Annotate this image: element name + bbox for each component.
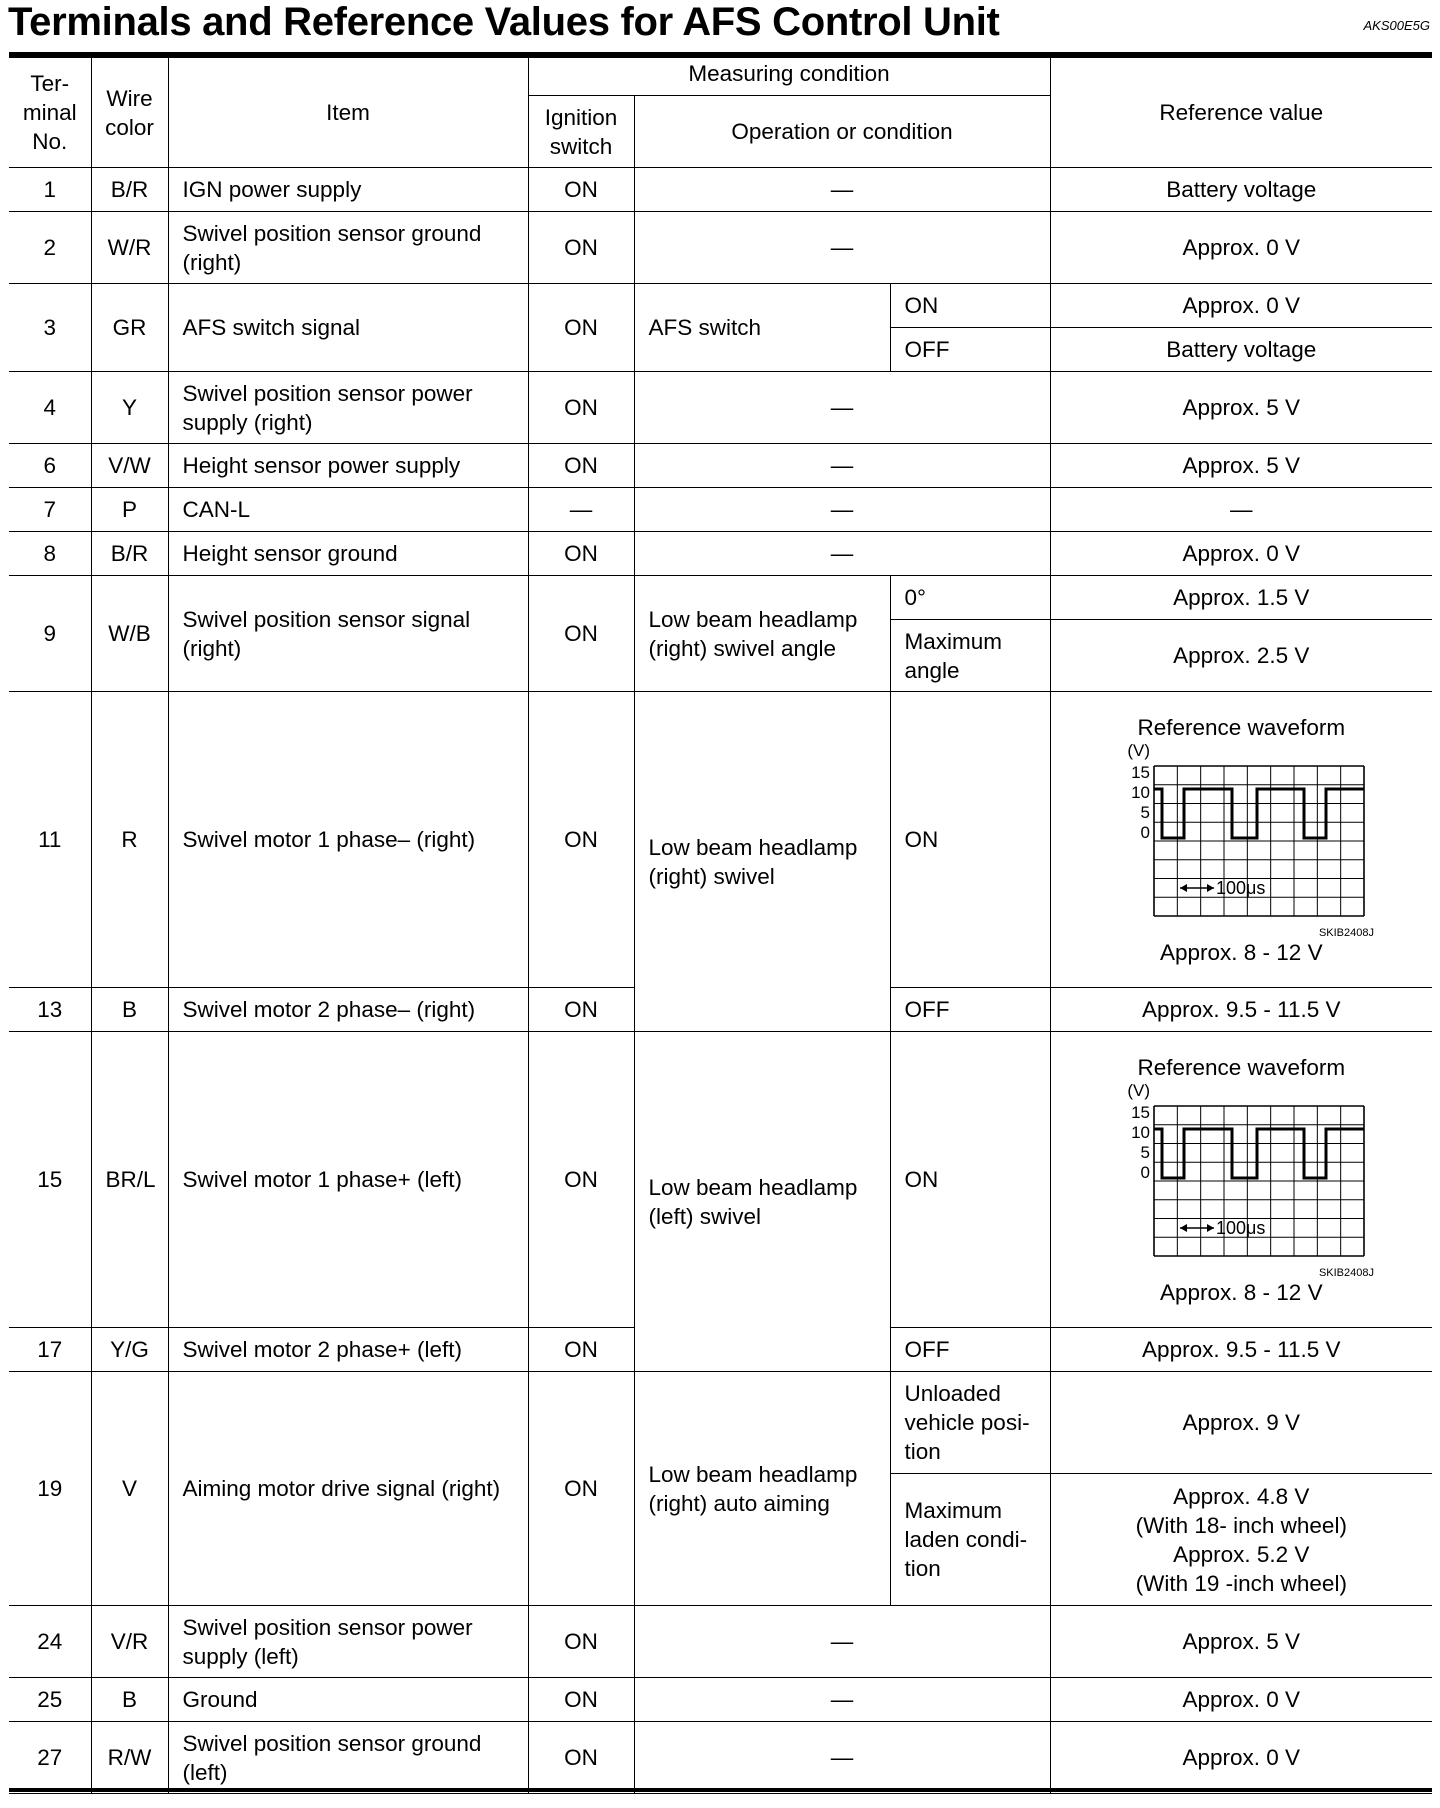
reference-value: Approx. 1.5 V [1050,576,1432,620]
item-description: Swivel position sensor signal (right) [168,576,528,692]
header-terminal-no: Ter- minal No. [9,58,91,168]
reference-value: Approx. 9.5 - 11.5 V [1050,1328,1432,1372]
reference-value: Battery voltage [1050,168,1432,212]
operation-condition: — [634,1606,1050,1678]
reference-value: Approx. 9.5 - 11.5 V [1050,988,1432,1032]
header-item: Item [168,58,528,168]
item-description: IGN power supply [168,168,528,212]
wire-color: P [91,488,168,532]
condition-state: ON [890,1032,1050,1328]
ignition-switch: ON [528,1328,634,1372]
wire-color: W/B [91,576,168,692]
item-description: Ground [168,1678,528,1722]
operation-condition: — [634,532,1050,576]
bottom-rule [9,1788,1432,1792]
terminal-number: 13 [9,988,91,1032]
table-row [9,692,1432,988]
reference-value: Battery voltage [1050,328,1432,372]
reference-value: Approx. 8 - 12 V [1159,939,1323,965]
y-tick-label: 0 [1140,1162,1151,1182]
operation-condition: Low beam headlamp (right) auto aiming [634,1372,890,1606]
operation-condition: AFS switch [634,284,890,372]
wire-color: V [91,1372,168,1606]
table-row [9,576,1432,620]
table-row [9,1678,1432,1722]
y-unit-label: (V) [1127,1081,1151,1100]
table-row [9,212,1432,284]
y-tick-label: 0 [1140,822,1151,842]
condition-state: Unloaded vehicle posi- tion [890,1372,1050,1474]
item-description: Height sensor power supply [168,444,528,488]
operation-condition: — [634,444,1050,488]
y-tick-label: 5 [1140,802,1151,822]
reference-value: Approx. 5 V [1050,444,1432,488]
ignition-switch: ON [528,532,634,576]
time-scale-label: 100μs [1216,1217,1266,1238]
item-description: Swivel position sensor ground (left) [168,1722,528,1794]
wire-color: Y [91,372,168,444]
y-tick-label: 10 [1131,1122,1151,1142]
wire-color: B/R [91,532,168,576]
ignition-switch: ON [528,1032,634,1328]
wire-color: B [91,988,168,1032]
reference-value: Approx. 0 V [1050,532,1432,576]
table-row [9,1722,1432,1794]
operation-condition: — [634,1678,1050,1722]
reference-value: Approx. 0 V [1050,1722,1432,1794]
page-title: Terminals and Reference Values for AFS Control Unit [8,0,1000,44]
terminal-number: 19 [9,1372,91,1606]
ignition-switch: ON [528,988,634,1032]
reference-value: Approx. 2.5 V [1050,620,1432,692]
table-row [9,444,1432,488]
waveform-graph [1106,1082,1376,1278]
condition-state: ON [890,692,1050,988]
ignition-switch: ON [528,1678,634,1722]
wire-color: B [91,1678,168,1722]
terminal-number: 24 [9,1606,91,1678]
reference-value: Approx. 0 V [1050,1678,1432,1722]
condition-state: 0° [890,576,1050,620]
item-description: Swivel motor 1 phase– (right) [168,692,528,988]
operation-condition: — [634,212,1050,284]
terminal-number: 8 [9,532,91,576]
reference-waveform-cell [1050,692,1432,988]
reference-value: Approx. 5 V [1050,372,1432,444]
header-operation: Operation or condition [634,96,1050,168]
terminal-number: 9 [9,576,91,692]
wire-color: V/R [91,1606,168,1678]
table-row [9,1606,1432,1678]
item-description: Aiming motor drive signal (right) [168,1372,528,1606]
reference-value: Approx. 9 V [1050,1372,1432,1474]
item-description: AFS switch signal [168,284,528,372]
table-row [9,372,1432,444]
arrow-head [1207,1224,1214,1232]
wire-color: V/W [91,444,168,488]
terminal-number: 7 [9,488,91,532]
reference-value: Approx. 0 V [1050,284,1432,328]
table-row [9,1032,1432,1328]
condition-state: OFF [890,328,1050,372]
square-wave [1154,1129,1364,1178]
waveform-title: Reference waveform [1137,1054,1346,1080]
y-tick-label: 5 [1140,1142,1151,1162]
y-tick-label: 15 [1131,1102,1151,1122]
item-description: Swivel position sensor power supply (left) [168,1606,528,1678]
arrow-head [1180,1224,1187,1232]
table-row [9,284,1432,328]
ignition-switch: ON [528,576,634,692]
item-description: Height sensor ground [168,532,528,576]
ignition-switch: ON [528,692,634,988]
reference-value: Approx. 4.8 V (With 18- inch wheel) Approx. 5.2 V (With 19 -inch wheel) [1050,1474,1432,1606]
header-measuring-condition: Measuring condition [528,58,1050,96]
ignition-switch: ON [528,444,634,488]
time-scale-label: 100μs [1216,877,1266,898]
waveform-title: Reference waveform [1137,714,1346,740]
table-row [9,488,1432,532]
header-wire-color: Wire color [91,58,168,168]
waveform-graph [1106,742,1376,938]
y-unit-label: (V) [1127,741,1151,760]
terminal-number: 1 [9,168,91,212]
arrow-head [1180,884,1187,892]
terminal-number: 15 [9,1032,91,1328]
ignition-switch: ON [528,1606,634,1678]
item-description: Swivel motor 2 phase+ (left) [168,1328,528,1372]
item-description: Swivel motor 2 phase– (right) [168,988,528,1032]
item-description: Swivel motor 1 phase+ (left) [168,1032,528,1328]
ignition-switch: ON [528,372,634,444]
square-wave [1154,789,1364,838]
condition-state: OFF [890,1328,1050,1372]
header-ignition-switch: Ignition switch [528,96,634,168]
operation-condition: — [634,168,1050,212]
wire-color: GR [91,284,168,372]
header-row [9,58,1432,96]
terminal-number: 25 [9,1678,91,1722]
condition-state: Maximum laden condi- tion [890,1474,1050,1606]
item-description: Swivel position sensor ground (right) [168,212,528,284]
wire-color: B/R [91,168,168,212]
header-reference-value: Reference value [1050,58,1432,168]
waveform-block [1057,713,1427,967]
ignition-switch: ON [528,1722,634,1794]
operation-condition: Low beam headlamp (right) swivel [634,692,890,1032]
terminal-table [9,57,1432,1794]
condition-state: ON [890,284,1050,328]
terminal-number: 4 [9,372,91,444]
terminal-number: 2 [9,212,91,284]
wire-color: BR/L [91,1032,168,1328]
operation-condition: — [634,488,1050,532]
operation-condition: — [634,1722,1050,1794]
operation-condition: Low beam headlamp (right) swivel angle [634,576,890,692]
wire-color: W/R [91,212,168,284]
reference-value: Approx. 5 V [1050,1606,1432,1678]
figure-code: SKIB2408J [1319,1266,1375,1278]
operation-condition: — [634,372,1050,444]
terminal-number: 17 [9,1328,91,1372]
ignition-switch: ON [528,1372,634,1606]
wire-color: Y/G [91,1328,168,1372]
terminal-number: 6 [9,444,91,488]
terminal-number: 27 [9,1722,91,1794]
item-description: CAN-L [168,488,528,532]
wire-color: R [91,692,168,988]
y-tick-label: 15 [1131,762,1151,782]
condition-state: OFF [890,988,1050,1032]
reference-value: Approx. 8 - 12 V [1159,1279,1323,1305]
reference-value: — [1050,488,1432,532]
waveform-block [1057,1053,1427,1307]
reference-waveform-cell [1050,1032,1432,1328]
figure-code: SKIB2408J [1319,926,1375,938]
table-row [9,1372,1432,1474]
ignition-switch: ON [528,168,634,212]
document-code: AKS00E5G [1363,18,1430,33]
condition-state: Maximum angle [890,620,1050,692]
ignition-switch: ON [528,284,634,372]
y-tick-label: 10 [1131,782,1151,802]
terminal-number: 11 [9,692,91,988]
operation-condition: Low beam headlamp (left) swivel [634,1032,890,1372]
terminal-number: 3 [9,284,91,372]
table-row [9,532,1432,576]
wire-color: R/W [91,1722,168,1794]
reference-value: Approx. 0 V [1050,212,1432,284]
arrow-head [1207,884,1214,892]
ignition-switch: ON [528,212,634,284]
table-row [9,168,1432,212]
ignition-switch: — [528,488,634,532]
item-description: Swivel position sensor power supply (right) [168,372,528,444]
